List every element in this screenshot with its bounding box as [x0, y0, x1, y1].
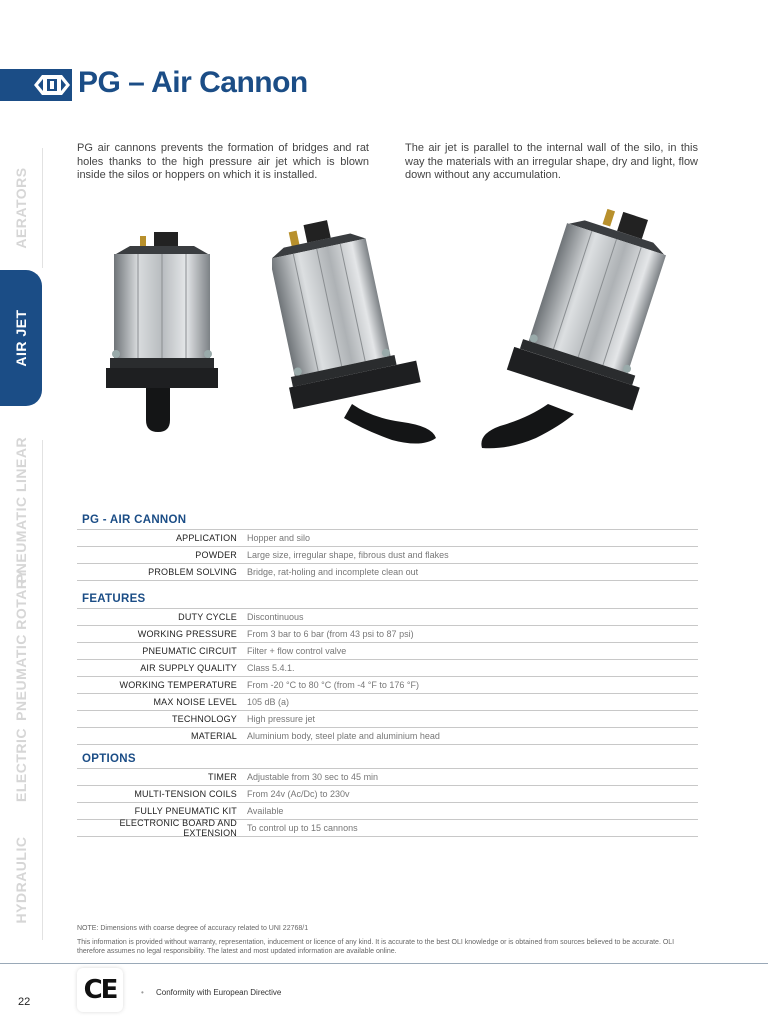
- table-row: [77, 563, 698, 581]
- page-title: PG – Air Cannon: [78, 66, 308, 99]
- options-table: [77, 768, 698, 837]
- row-value: Hopper and silo: [247, 533, 311, 543]
- row-value: From 3 bar to 6 bar (from 43 psi to 87 psi): [247, 629, 414, 639]
- table-row: [77, 785, 698, 802]
- table-row: [77, 802, 698, 819]
- section-title-pg-air-cannon: PG - AIR CANNON: [82, 514, 187, 526]
- tab-pneumatic-linear[interactable]: [0, 436, 43, 584]
- row-key: PROBLEM SOLVING: [148, 567, 237, 577]
- tab-label: ELECTRIC: [13, 728, 29, 802]
- row-key: MATERIAL: [191, 731, 237, 741]
- row-value: Adjustable from 30 sec to 45 min: [247, 772, 379, 782]
- row-value: Filter + flow control valve: [247, 646, 347, 656]
- dimensions-note: NOTE: Dimensions with coarse degree of accuracy related to UNI 22768/1: [77, 925, 309, 932]
- ce-caption: Conformity with European Directive: [156, 988, 282, 997]
- row-key: MAX NOISE LEVEL: [153, 697, 237, 707]
- row-key: AIR SUPPLY QUALITY: [140, 663, 237, 673]
- row-value: To control up to 15 cannons: [247, 823, 358, 833]
- tab-label: HYDRAULIC: [13, 836, 29, 924]
- row-key: FULLY PNEUMATIC KIT: [134, 806, 237, 816]
- table-row: [77, 546, 698, 563]
- tab-label: AERATORS: [13, 167, 29, 249]
- footer-divider: [0, 963, 768, 964]
- section-title-features: FEATURES: [82, 593, 146, 605]
- oli-logo-icon: [32, 71, 72, 99]
- legal-disclaimer: This information is provided without warranty, representation, inducement or licence of any kind. It is accurate to the best OLI knowledge or is obtained from sources believed to be accurate. OLI therefore assumes no legal responsibility. The latest and most updated information are available online.: [77, 939, 675, 955]
- table-row: [77, 819, 698, 837]
- tab-label: PNEUMATIC LINEAR: [13, 436, 29, 584]
- table-row: [77, 529, 698, 546]
- table-row: [77, 693, 698, 710]
- section-title-options: OPTIONS: [82, 753, 136, 765]
- table-row: [77, 642, 698, 659]
- row-key: APPLICATION: [175, 533, 237, 543]
- row-key: DUTY CYCLE: [178, 612, 237, 622]
- features-table: [77, 608, 698, 745]
- row-value: Aluminium body, steel plate and aluminium head: [247, 731, 440, 741]
- tab-pneumatic-rotary[interactable]: [0, 569, 43, 721]
- row-value: Available: [247, 806, 284, 816]
- tab-hydraulic[interactable]: [0, 820, 43, 940]
- tab-label: AIR JET: [13, 309, 29, 367]
- row-key: MULTI-TENSION COILS: [134, 789, 237, 799]
- row-value: From -20 °C to 80 °C (from -4 °F to 176 °F): [247, 680, 419, 690]
- table-row: [77, 768, 698, 785]
- intro-paragraph-left: PG air cannons prevents the formation of bridges and rat holes thanks to the high pressure air jet which is blown inside the silos or hoppers on which it is installed.: [77, 142, 369, 181]
- row-value: Bridge, rat-holing and incomplete clean out: [247, 567, 419, 577]
- row-value: Discontinuous: [247, 612, 304, 622]
- row-value: Class 5.4.1.: [247, 663, 295, 673]
- category-side-tabs: [0, 140, 42, 940]
- row-key: WORKING TEMPERATURE: [119, 680, 237, 690]
- row-value: Large size, irregular shape, fibrous dust and flakes: [247, 550, 449, 560]
- air-cannon-front-image: [92, 228, 232, 443]
- ce-mark-icon: CE: [77, 968, 123, 1012]
- table-row: [77, 608, 698, 625]
- table-row: [77, 710, 698, 727]
- tab-aerators[interactable]: [0, 148, 43, 268]
- row-value: From 24v (Ac/Dc) to 230v: [247, 789, 350, 799]
- row-key: POWDER: [195, 550, 237, 560]
- row-key: PNEUMATIC CIRCUIT: [142, 646, 237, 656]
- tab-label: PNEUMATIC ROTARY: [13, 569, 29, 721]
- table-row: [77, 676, 698, 693]
- tab-electric[interactable]: [0, 710, 43, 820]
- spec-table: [77, 529, 698, 581]
- row-key: ELECTRONIC BOARD AND EXTENSION: [119, 818, 237, 838]
- bullet-icon: •: [141, 988, 144, 997]
- tab-air-jet[interactable]: [0, 270, 42, 406]
- table-row: [77, 625, 698, 642]
- intro-paragraph-right: The air jet is parallel to the internal wall of the silo, in this way the materials with an irregular shape, dry and light, flow down without any accumulation.: [405, 142, 698, 181]
- row-key: TIMER: [208, 772, 237, 782]
- page-number: 22: [18, 996, 31, 1008]
- row-key: TECHNOLOGY: [171, 714, 237, 724]
- table-row: [77, 659, 698, 676]
- row-value: 105 dB (a): [247, 697, 290, 707]
- row-key: WORKING PRESSURE: [137, 629, 237, 639]
- air-cannon-angled-image: [272, 208, 442, 448]
- table-row: [77, 727, 698, 745]
- air-cannon-side-image: [478, 204, 670, 454]
- row-value: High pressure jet: [247, 714, 316, 724]
